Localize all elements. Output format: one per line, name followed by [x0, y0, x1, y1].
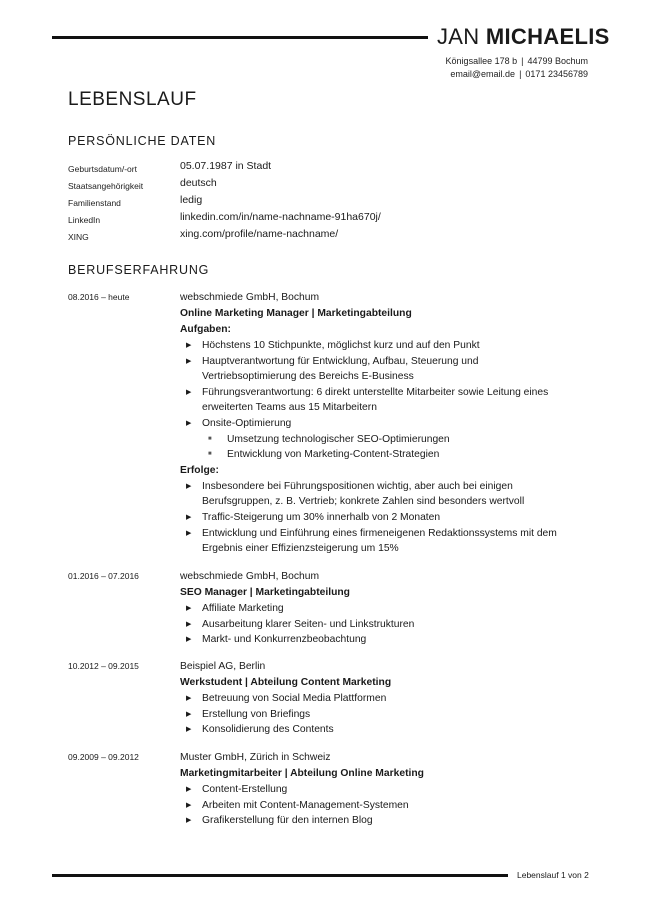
triangle-right-icon: ▶	[186, 342, 192, 349]
task-list	[180, 601, 600, 648]
contact-block: Königsallee 178 b | 44799 Bochum email@email.de | 0171 23456789	[445, 56, 588, 79]
triangle-right-icon: ▶	[186, 529, 192, 537]
triangle-right-icon: ▶	[186, 695, 192, 702]
triangle-right-icon: ▶	[186, 801, 192, 809]
row-label: LinkedIn	[68, 215, 101, 225]
triangle-right-icon: ▶	[186, 513, 192, 521]
row-label: Geburtsdatum/-ort	[68, 164, 137, 174]
job-role: Marketingmitarbeiter | Abteilung Online Marketing	[180, 768, 424, 779]
triangle-right-icon: ▶	[186, 388, 192, 396]
address-street: Königsallee 178 b	[445, 56, 518, 66]
list-subitem: ■ Umsetzung technologischer SEO-Optimierungen	[180, 432, 600, 448]
list-item: ▶ Entwicklung und Einführung eines firmeneigenen Redaktionssystems mit dem Ergebnis einer Effizienzsteigerung um 15%	[186, 527, 557, 555]
job-company: Muster GmbH, Zürich in Schweiz	[180, 752, 331, 763]
job-body	[180, 290, 600, 557]
row-value: linkedin.com/in/name-nachname-91ha670j/	[180, 211, 381, 223]
header-rule	[52, 36, 428, 39]
triangle-right-icon: ▶	[186, 419, 192, 427]
last-name: MICHAELIS	[485, 24, 610, 49]
list-item: ▶ Affiliate Marketing	[180, 601, 600, 617]
row-value: xing.com/profile/name-nachname/	[180, 228, 339, 240]
triangle-right-icon: ▶	[186, 817, 192, 825]
row-value: ledig	[180, 194, 203, 206]
task-list	[180, 782, 600, 829]
triangle-right-icon: ▶	[186, 726, 192, 734]
job-body	[180, 750, 600, 829]
row-value: 05.07.1987 in Stadt	[180, 160, 272, 172]
job-date: 10.2012 – 09.2015	[68, 661, 139, 671]
first-name: JAN	[437, 24, 480, 49]
applicant-name	[437, 24, 610, 50]
row-label: XING	[68, 232, 89, 242]
job-date: 08.2016 – heute	[68, 292, 130, 302]
list-item: ▶ Betreuung von Social Media Plattformen	[180, 691, 600, 707]
triangle-right-icon: ▶	[186, 482, 192, 490]
small-square-icon: ■	[208, 451, 212, 458]
triangle-right-icon: ▶	[186, 710, 192, 718]
triangle-right-icon: ▶	[186, 620, 192, 628]
list-item: ▶ Onsite-Optimierung	[180, 416, 600, 432]
triangle-right-icon: ▶	[186, 636, 192, 644]
list-item: ▶ Grafikerstellung für den internen Blog	[180, 813, 600, 829]
phone: 0171 23456789	[525, 69, 588, 79]
list-item: ▶ Konsolidierung des Contents	[180, 722, 600, 738]
list-item: ▶ Traffic-Steigerung um 30% innerhalb von 2 Monaten	[180, 510, 600, 526]
list-item: ▶ Insbesondere bei Führungspositionen wichtig, aber auch bei einigen Berufsgruppen, z. B. Vertrieb; konkrete Zahlen sind besonders wertvoll	[186, 480, 525, 508]
list-item: ▶ Höchstens 10 Stichpunkte, möglichst kurz und auf den Punkt	[180, 338, 600, 354]
job-company: Beispiel AG, Berlin	[180, 661, 266, 672]
list-item: ▶ Ausarbeitung klarer Seiten- und Linkstrukturen	[180, 617, 600, 633]
job-company: webschmiede GmbH, Bochum	[180, 571, 320, 582]
list-item: ▶ Markt- und Konkurrenzbeobachtung	[180, 632, 600, 648]
list-subitem: ■ Entwicklung von Marketing-Content-Strategien	[180, 447, 600, 463]
tasks-heading: Aufgaben:	[180, 324, 231, 335]
email: email@email.de	[450, 69, 516, 79]
job-body	[180, 659, 600, 738]
list-item: ▶ Hauptverantwortung für Entwicklung, Aufbau, Steuerung und Vertriebsoptimierung des Bereichs E-Business	[186, 355, 479, 383]
list-item: ▶ Content-Erstellung	[180, 782, 600, 798]
success-list	[180, 479, 600, 557]
job-date: 09.2009 – 09.2012	[68, 752, 139, 762]
triangle-right-icon: ▶	[186, 357, 192, 365]
footer-rule	[52, 874, 508, 877]
section-title-personal: PERSÖNLICHE DATEN	[68, 134, 217, 148]
job-role: Online Marketing Manager | Marketingabteilung	[180, 308, 412, 319]
list-item: ▶ Arbeiten mit Content-Management-Systemen	[180, 798, 600, 814]
job-company: webschmiede GmbH, Bochum	[180, 292, 320, 303]
row-value: deutsch	[180, 177, 217, 189]
triangle-right-icon: ▶	[186, 605, 192, 612]
row-label: Familienstand	[68, 198, 121, 208]
task-list	[180, 691, 600, 738]
task-list	[180, 338, 600, 463]
job-role: Werkstudent | Abteilung Content Marketing	[180, 677, 392, 688]
job-date: 01.2016 – 07.2016	[68, 571, 139, 581]
small-square-icon: ■	[208, 435, 212, 442]
job-role: SEO Manager | Marketingabteilung	[180, 587, 350, 598]
job-body	[180, 569, 600, 648]
page-title: LEBENSLAUF	[68, 89, 197, 110]
triangle-right-icon: ▶	[186, 786, 192, 793]
section-title-experience: BERUFSERFAHRUNG	[68, 263, 210, 277]
list-item: ▶ Erstellung von Briefings	[180, 707, 600, 723]
address-city: 44799 Bochum	[527, 56, 588, 66]
success-heading: Erfolge:	[180, 464, 219, 476]
row-label: Staatsangehörigkeit	[68, 181, 144, 191]
list-item: ▶ Führungsverantwortung: 6 direkt unterstellte Mitarbeiter sowie Leitung eines erweiterten Teams aus 15 Mitarbeitern	[186, 386, 549, 414]
page-number: Lebenslauf 1 von 2	[517, 870, 589, 880]
